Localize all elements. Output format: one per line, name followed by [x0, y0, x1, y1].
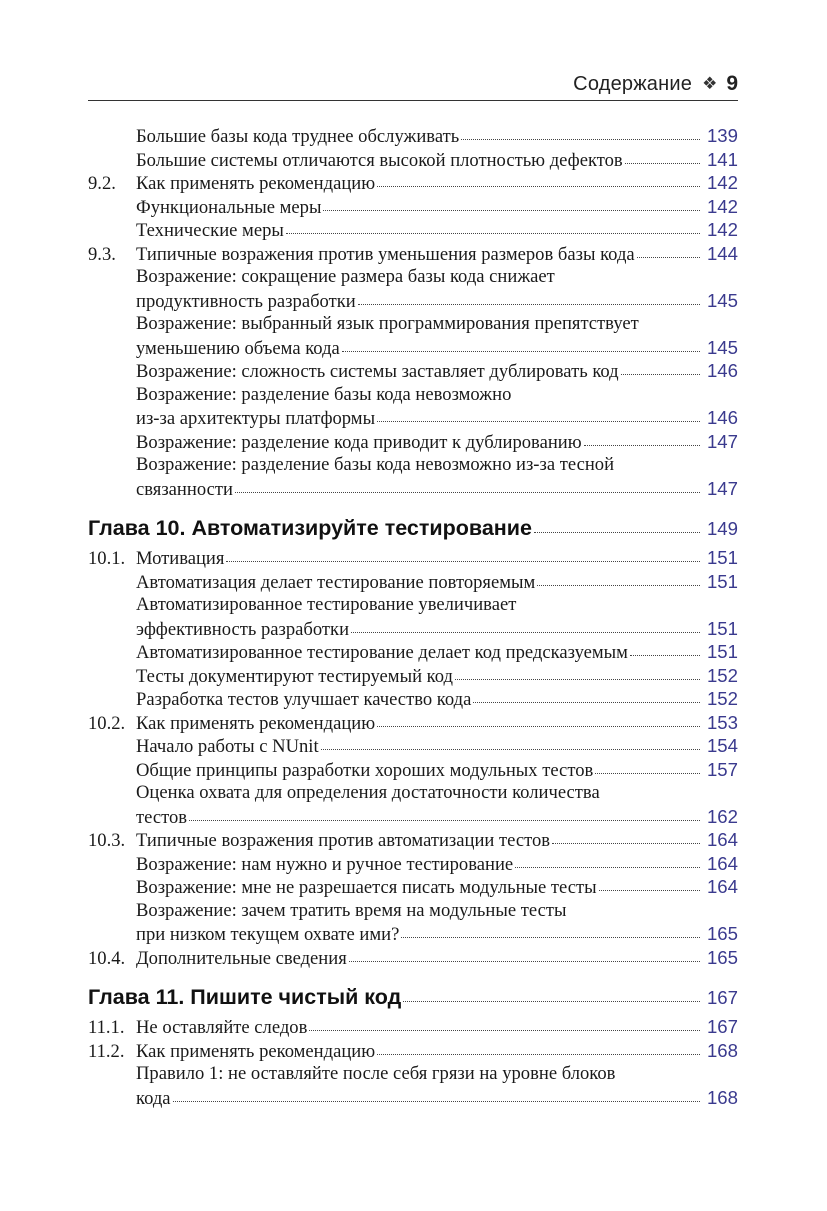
entry-cell — [136, 1062, 738, 1086]
toc-entry[interactable] — [88, 430, 738, 454]
toc-group-ch11 — [88, 1015, 738, 1109]
dot-leader — [599, 890, 700, 891]
entry-cell — [136, 546, 738, 571]
dot-leader — [342, 351, 700, 352]
entry-title: Большие системы отличаются высокой плотностью дефектов — [136, 149, 623, 171]
dot-leader — [321, 749, 700, 750]
page-ref: 151 — [706, 641, 738, 662]
section-number: 11.1. — [88, 1017, 125, 1038]
page-ref: 168 — [706, 1039, 738, 1061]
entry-cell — [136, 312, 738, 336]
entry-cell — [136, 617, 738, 642]
dot-leader — [173, 1101, 700, 1102]
entry-cell — [136, 124, 738, 149]
toc-entry-line[interactable] — [88, 922, 738, 946]
toc-entry-line[interactable] — [88, 805, 738, 829]
page-ref: 151 — [706, 547, 738, 568]
toc-entry-line[interactable] — [88, 336, 738, 360]
dot-leader — [401, 937, 700, 938]
entry-title: Большие базы кода труднее обслуживать — [136, 126, 460, 147]
toc-entry-line[interactable] — [88, 899, 738, 923]
toc-entry[interactable] — [88, 218, 738, 242]
dot-leader — [286, 233, 700, 234]
entry-cell — [136, 336, 738, 361]
section-number: 9.3. — [88, 243, 116, 265]
entry-cell — [136, 406, 738, 431]
entry-title: Возражение: мне не разрешается писать модульные тесты — [136, 877, 597, 898]
entry-cell — [136, 453, 738, 477]
toc-entry-line[interactable] — [88, 617, 738, 641]
toc-entry-line[interactable] — [88, 406, 738, 430]
entry-title-continued: кода — [136, 1087, 171, 1109]
dot-leader — [377, 1054, 700, 1055]
dot-leader — [534, 532, 700, 533]
page-ref: 165 — [706, 923, 738, 944]
dot-leader — [323, 210, 700, 211]
entry-title-continued: тестов — [136, 806, 188, 828]
dot-leader — [595, 773, 700, 774]
dot-leader — [377, 421, 700, 422]
dot-leader — [584, 445, 700, 446]
entry-cell — [136, 430, 738, 455]
entry-cell — [136, 1039, 738, 1064]
entry-title: Типичные возражения против автоматизации тестов — [136, 830, 551, 851]
table-of-contents — [88, 124, 738, 1109]
toc-entry[interactable] — [88, 242, 738, 266]
section-number: 11.2. — [88, 1040, 125, 1062]
page-ref: 142 — [706, 219, 738, 240]
entry-cell — [136, 383, 738, 407]
entry-title: Возражение: разделение базы кода невозможно из-за тесной — [136, 454, 615, 475]
toc-entry-line[interactable] — [88, 265, 738, 289]
dot-leader — [377, 726, 700, 727]
dot-leader — [189, 820, 700, 821]
entry-cell — [136, 922, 738, 947]
section-number: 10.2. — [88, 712, 126, 734]
entry-cell — [136, 242, 738, 267]
dot-leader — [349, 961, 700, 962]
entry-cell — [136, 218, 738, 243]
entry-cell — [136, 171, 738, 196]
entry-cell — [136, 593, 738, 617]
header-page-number: 9 — [726, 72, 738, 95]
page-ref: 167 — [706, 1016, 738, 1037]
page-ref: 145 — [706, 289, 738, 311]
page-ref: 141 — [706, 148, 738, 170]
toc-entry[interactable] — [88, 758, 738, 782]
entry-title: Автоматизированное тестирование делает код предсказуемым — [136, 642, 628, 663]
toc-entry[interactable] — [88, 687, 738, 711]
entry-title: Начало работы с NUnit — [136, 736, 319, 757]
toc-entry[interactable] — [88, 711, 738, 735]
page-ref: 152 — [706, 664, 738, 686]
page-ref: 146 — [706, 407, 738, 428]
entry-title: Функциональные меры — [136, 196, 322, 218]
chapter-10-heading[interactable] — [88, 513, 738, 544]
toc-entry[interactable] — [88, 828, 738, 852]
dot-leader — [235, 492, 700, 493]
header-ornament-icon: ❖ — [702, 74, 718, 93]
dot-leader — [637, 257, 700, 258]
toc-entry[interactable] — [88, 195, 738, 219]
toc-entry-line[interactable] — [88, 1086, 738, 1110]
chapter-11-heading[interactable] — [88, 982, 738, 1013]
toc-entry-line[interactable] — [88, 312, 738, 336]
entry-title: Возражение: выбранный язык программирования препятствует — [136, 313, 639, 334]
entry-cell — [136, 852, 738, 877]
entry-title-continued: уменьшению объема кода — [136, 337, 340, 359]
header-title: Содержание — [573, 72, 693, 95]
section-number: 10.1. — [88, 548, 126, 569]
entry-cell — [136, 1086, 738, 1111]
toc-entry[interactable] — [88, 359, 738, 383]
page-ref: 144 — [706, 242, 738, 264]
page-ref: 152 — [706, 688, 738, 709]
page-ref: 157 — [706, 758, 738, 780]
dot-leader — [309, 1030, 700, 1031]
entry-cell — [136, 289, 738, 314]
entry-title: Не оставляйте следов — [136, 1017, 308, 1038]
entry-title: Автоматизированное тестирование увеличивает — [136, 594, 517, 615]
dot-leader — [537, 585, 700, 586]
page-ref: 149 — [706, 518, 738, 539]
entry-title-continued: при низком текущем охвате ими? — [136, 924, 400, 945]
entry-title-continued: связанности — [136, 478, 233, 500]
toc-entry[interactable] — [88, 664, 738, 688]
page-ref: 168 — [706, 1086, 738, 1108]
entry-title: Типичные возражения против уменьшения размеров базы кода — [136, 243, 635, 265]
chapter-title: Глава 11. Пишите чистый код — [88, 985, 402, 1009]
toc-entry[interactable] — [88, 1039, 738, 1063]
page-ref: 153 — [706, 711, 738, 733]
toc-entry[interactable] — [88, 1015, 738, 1039]
dot-leader — [552, 843, 700, 844]
page-ref: 142 — [706, 195, 738, 217]
page-ref: 151 — [706, 617, 738, 639]
entry-title-continued: из-за архитектуры платформы — [136, 408, 376, 429]
entry-cell — [136, 640, 738, 665]
entry-cell — [136, 946, 738, 971]
entry-title: Возражение: разделение кода приводит к дублированию — [136, 431, 582, 453]
entry-cell — [136, 781, 738, 805]
dot-leader — [461, 139, 700, 140]
page-ref: 147 — [706, 430, 738, 452]
toc-entry-line[interactable] — [88, 593, 738, 617]
section-number: 10.4. — [88, 947, 126, 969]
page-ref: 139 — [706, 125, 738, 146]
toc-entry[interactable] — [88, 570, 738, 594]
entry-title: Автоматизация делает тестирование повторяемым — [136, 571, 536, 593]
entry-cell — [136, 687, 738, 712]
toc-entry[interactable] — [88, 875, 738, 899]
toc-entry[interactable] — [88, 640, 738, 664]
toc-entry[interactable] — [88, 734, 738, 758]
page-ref: 164 — [706, 876, 738, 897]
page-ref: 154 — [706, 735, 738, 756]
toc-entry[interactable] — [88, 546, 738, 570]
entry-title: Возражение: сокращение размера базы кода снижает — [136, 266, 555, 287]
dot-leader — [630, 655, 700, 656]
entry-title: Оценка охвата для определения достаточности количества — [136, 782, 600, 803]
entry-cell — [136, 734, 738, 759]
toc-entry[interactable] — [88, 148, 738, 172]
toc-entry-line[interactable] — [88, 453, 738, 477]
entry-title: Возражение: нам нужно и ручное тестирование — [136, 853, 514, 875]
entry-title: Технические меры — [136, 220, 284, 241]
page-ref: 165 — [706, 946, 738, 968]
entry-cell — [136, 805, 738, 830]
dot-leader — [455, 679, 700, 680]
toc-entry-line[interactable] — [88, 289, 738, 313]
dot-leader — [351, 632, 700, 633]
entry-cell — [136, 664, 738, 689]
entry-cell — [136, 477, 738, 502]
dot-leader — [358, 304, 700, 305]
section-number: 10.3. — [88, 830, 126, 851]
page-ref: 167 — [706, 987, 738, 1008]
toc-group-ch9-continued — [88, 124, 738, 500]
page-ref: 142 — [706, 172, 738, 193]
toc-entry[interactable] — [88, 124, 738, 148]
page-ref: 151 — [706, 570, 738, 592]
entry-title-continued: эффективность разработки — [136, 618, 350, 640]
entry-title: Как применять рекомендацию — [136, 712, 376, 734]
entry-cell — [136, 875, 738, 900]
page-ref: 146 — [706, 360, 738, 381]
entry-title: Мотивация — [136, 548, 225, 569]
page-ref: 164 — [706, 852, 738, 874]
entry-title: Возражение: разделение базы кода невозможно — [136, 383, 512, 405]
dot-leader — [621, 374, 700, 375]
toc-entry-line[interactable] — [88, 477, 738, 501]
entry-cell — [136, 1015, 738, 1040]
toc-entry[interactable] — [88, 171, 738, 195]
entry-title: Дополнительные сведения — [136, 947, 347, 969]
entry-cell — [136, 265, 738, 289]
page-ref: 162 — [706, 805, 738, 827]
toc-entry-line[interactable] — [88, 383, 738, 407]
dot-leader — [377, 186, 700, 187]
toc-entry[interactable] — [88, 946, 738, 970]
dot-leader — [226, 561, 700, 562]
entry-cell — [136, 359, 738, 384]
dot-leader — [473, 702, 700, 703]
toc-entry-line[interactable] — [88, 1062, 738, 1086]
entry-title: Тесты документируют тестируемый код — [136, 665, 453, 687]
toc-group-ch10 — [88, 546, 738, 969]
entry-cell — [136, 148, 738, 173]
entry-cell — [136, 758, 738, 783]
entry-title: Как применять рекомендацию — [136, 173, 376, 194]
dot-leader — [403, 1001, 700, 1002]
page-ref: 147 — [706, 477, 738, 499]
entry-cell — [136, 570, 738, 595]
entry-cell — [136, 828, 738, 853]
dot-leader — [625, 163, 700, 164]
page-ref: 164 — [706, 829, 738, 850]
entry-title: Возражение: сложность системы заставляет дублировать код — [136, 361, 619, 382]
toc-entry[interactable] — [88, 852, 738, 876]
toc-entry-line[interactable] — [88, 781, 738, 805]
entry-title: Как применять рекомендацию — [136, 1040, 376, 1062]
entry-cell — [136, 711, 738, 736]
section-number: 9.2. — [88, 173, 116, 194]
dot-leader — [515, 867, 700, 868]
entry-title: Разработка тестов улучшает качество кода — [136, 689, 472, 710]
entry-title: Возражение: зачем тратить время на модульные тесты — [136, 899, 567, 921]
entry-title: Правило 1: не оставляйте после себя грязи на уровне блоков — [136, 1063, 616, 1084]
entry-title: Общие принципы разработки хороших модульных тестов — [136, 759, 594, 781]
entry-cell — [136, 899, 738, 923]
page-ref: 145 — [706, 336, 738, 358]
entry-cell — [136, 195, 738, 220]
page-header — [88, 68, 738, 101]
entry-title-continued: продуктивность разработки — [136, 290, 356, 312]
chapter-title: Глава 10. Автоматизируйте тестирование — [88, 516, 532, 540]
